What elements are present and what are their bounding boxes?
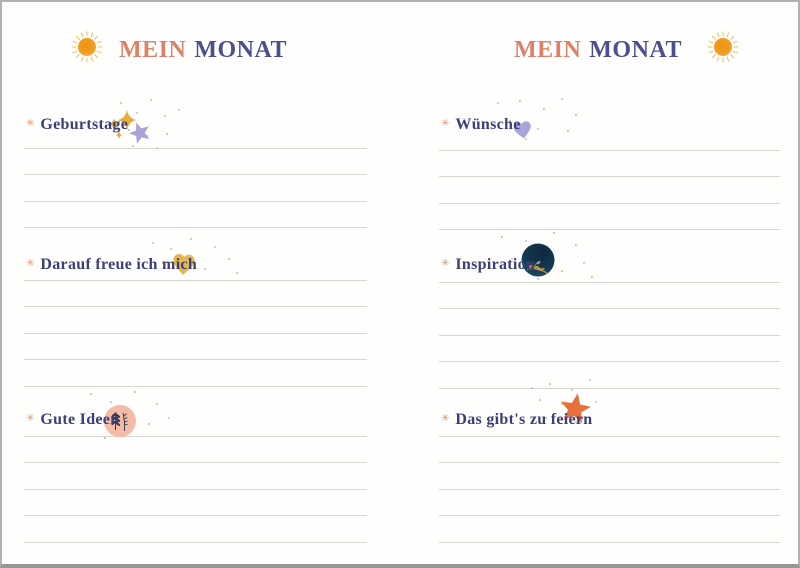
section-label: Inspiration [455,256,536,273]
ruled-line [439,336,780,363]
ruled-line [439,516,780,543]
ruled-line [24,490,367,517]
page-title [119,31,287,69]
speckle-dots [90,393,92,395]
asterisk-bullet: ✳ [26,412,35,424]
section-heading [439,405,780,435]
ruled-line [439,283,780,310]
section-heading [24,110,367,140]
ruled-line [24,360,367,387]
ruled-line [439,204,780,231]
ruled-line [24,281,367,308]
section-heading [24,405,367,435]
section-inspiration [439,250,780,280]
ruled-line [439,309,780,336]
ruled-line [439,437,780,464]
section-label: Geburtstage [40,116,129,133]
speckle-dots [152,242,154,244]
section-label: Wünsche [455,116,521,133]
ruled-line [24,516,367,543]
ruled-line [439,151,780,178]
asterisk-bullet: ✳ [441,257,450,269]
page-header-left [68,28,287,71]
section-wuensche [439,110,780,140]
section-heading [24,250,367,280]
title-word-mein: MEIN [119,36,187,63]
title-word-monat: MONAT [589,36,682,63]
ruled-line [24,149,367,176]
title-word-mein: MEIN [513,36,582,63]
speckle-dots [497,102,499,104]
page-header-right [514,28,742,71]
asterisk-bullet: ✳ [26,117,35,129]
ruled-line [24,202,367,229]
section-heading [439,110,780,140]
ruled-line [24,307,367,334]
section-geburtstage [24,110,367,140]
asterisk-bullet: ✳ [441,412,450,424]
ruled-line [24,334,367,361]
ruled-line [439,490,780,517]
section-gute-ideen [24,405,367,435]
asterisk-bullet: ✳ [441,117,450,129]
page-title [514,31,682,69]
ruled-line [24,175,367,202]
section-darauf-freue-ich-mich [24,250,367,280]
asterisk-bullet: ✳ [26,257,35,269]
ruled-line [439,463,780,490]
section-das-gibts-zu-feiern [439,405,780,435]
speckle-dots [501,236,503,238]
section-label: Das gibt's zu feiern [455,411,593,428]
section-label: Darauf freue ich mich [40,256,198,273]
sun-icon [704,28,742,71]
sun-icon [68,28,106,71]
ruled-line [439,362,780,389]
speckle-dots [531,387,533,389]
ruled-line [24,463,367,490]
section-label: Gute Ideen [40,411,120,428]
title-word-monat: MONAT [194,36,288,63]
ruled-line [24,437,367,464]
ruled-line [439,177,780,204]
section-heading [439,250,780,280]
